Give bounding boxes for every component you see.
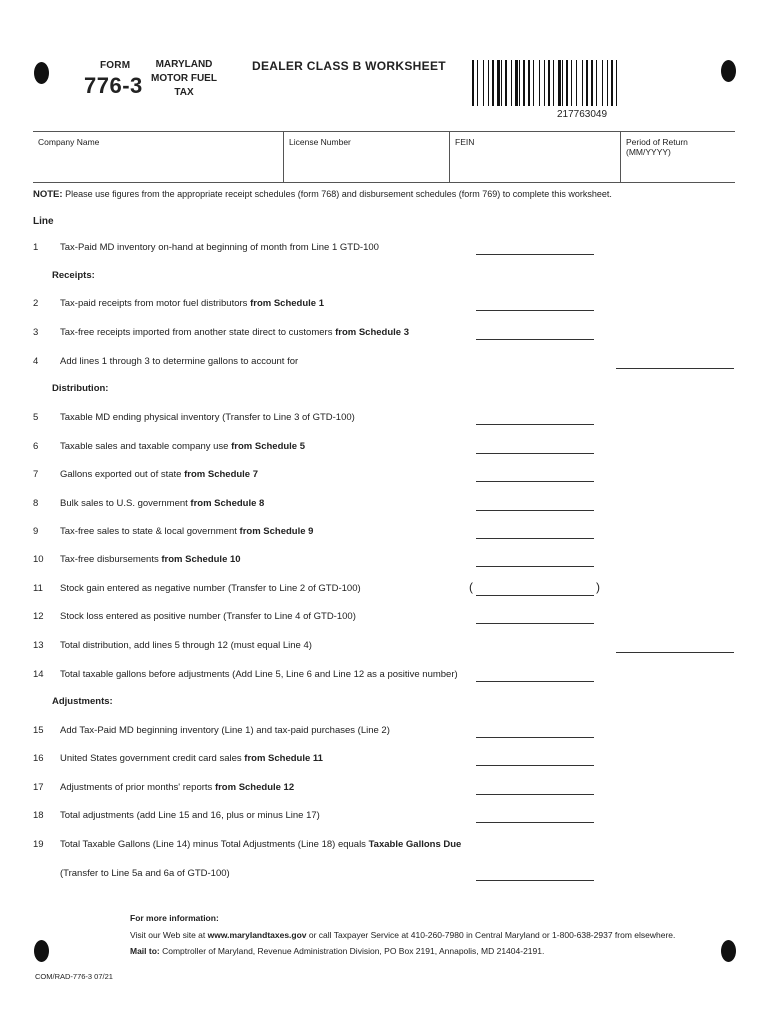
- line-text: Gallons exported out of state: [60, 469, 185, 480]
- line-schedule-ref: from Schedule 11: [244, 753, 323, 764]
- line-description: [60, 583, 361, 594]
- line-schedule-ref: from Schedule 10: [161, 554, 241, 565]
- amount-field[interactable]: [476, 327, 594, 340]
- line-text: Stock loss entered as positive number (Transfer to Line 4 of GTD-100): [60, 611, 356, 622]
- web-pre: Visit our Web site at: [130, 930, 208, 940]
- line-row: [0, 469, 770, 485]
- amount-field[interactable]: [616, 640, 734, 653]
- agency-line: TAX: [174, 87, 194, 98]
- amount-field[interactable]: [476, 554, 594, 567]
- line-number: 12: [33, 611, 44, 622]
- registration-mark: [34, 940, 49, 962]
- line-row: [0, 526, 770, 542]
- field-label: Company Name: [38, 137, 100, 147]
- field-label: FEIN: [455, 137, 475, 147]
- line-text: (Transfer to Line 5a and 6a of GTD-100): [60, 868, 230, 879]
- line-description: [60, 327, 409, 338]
- line-row: [0, 868, 770, 884]
- section-receipts: Receipts:: [52, 270, 95, 281]
- line-row: [0, 640, 770, 656]
- barcode-bar: [562, 60, 563, 106]
- company-name-field[interactable]: [33, 132, 283, 182]
- line-text: Add Tax-Paid MD beginning inventory (Line 1) and tax-paid purchases (Line 2): [60, 725, 390, 736]
- line-row: [0, 580, 770, 599]
- line-description: [60, 356, 298, 367]
- line-number: 2: [33, 298, 39, 309]
- barcode-bar: [602, 60, 603, 106]
- line-description: [60, 611, 356, 622]
- amount-field[interactable]: [616, 356, 734, 369]
- line-text: Taxable sales and taxable company use: [60, 441, 232, 452]
- line-description: [60, 839, 461, 850]
- amount-field[interactable]: [476, 725, 594, 738]
- agency-line: MOTOR FUEL: [151, 73, 217, 84]
- line-description: [60, 782, 294, 793]
- line-description: [60, 298, 324, 309]
- barcode-bar: [488, 60, 489, 106]
- line-text: Bulk sales to U.S. government: [60, 498, 191, 509]
- line-number: 10: [33, 554, 44, 565]
- line-description: [60, 753, 323, 764]
- line-text: Tax-Paid MD inventory on-hand at beginning of month from Line 1 GTD-100: [60, 242, 379, 253]
- line-description: [60, 441, 305, 452]
- line-row: [0, 839, 770, 855]
- barcode-bar: [566, 60, 568, 106]
- more-info-heading: For more information:: [130, 913, 219, 923]
- section-adjustments: Adjustments:: [52, 696, 113, 707]
- website-link[interactable]: www.marylandtaxes.gov: [207, 930, 307, 940]
- barcode-bar: [497, 60, 500, 106]
- line-text: Adjustments of prior months' reports: [60, 782, 215, 793]
- line-row: [0, 725, 770, 741]
- line-number: 6: [33, 441, 39, 452]
- line-description: [60, 469, 258, 480]
- line-schedule-ref: from Schedule 9: [239, 526, 314, 537]
- line-number: 8: [33, 498, 39, 509]
- line-description: [60, 725, 390, 736]
- barcode-bar: [596, 60, 597, 106]
- line-text: Taxable MD ending physical inventory (Transfer to Line 3 of GTD-100): [60, 412, 355, 423]
- barcode-bar: [519, 60, 520, 106]
- line-row: [0, 441, 770, 457]
- line-text: Add lines 1 through 3 to determine gallons to account for: [60, 356, 299, 367]
- line-description: [60, 554, 241, 565]
- barcode-bar: [586, 60, 588, 106]
- line-text: United States government credit card sales: [60, 753, 245, 764]
- line-header: Line: [33, 216, 54, 227]
- line-description: [60, 242, 379, 253]
- barcode-bar: [515, 60, 518, 106]
- open-paren: (: [469, 580, 473, 594]
- line-description: [60, 810, 320, 821]
- line-schedule-ref: from Schedule 5: [231, 441, 306, 452]
- line-row: [0, 242, 770, 258]
- barcode-bar: [616, 60, 617, 106]
- field-label: Period of Return (MM/YYYY): [626, 137, 688, 157]
- footer-info: [130, 910, 675, 960]
- barcode-bar: [571, 60, 572, 106]
- barcode-bar: [472, 60, 474, 106]
- barcode: [472, 60, 684, 106]
- close-paren: ): [596, 580, 600, 594]
- line-number: 18: [33, 810, 44, 821]
- amount-field[interactable]: [476, 753, 594, 766]
- line-number: 11: [33, 583, 43, 594]
- line-number: 1: [33, 242, 39, 253]
- barcode-bar: [544, 60, 545, 106]
- line-row: [0, 554, 770, 570]
- amount-field[interactable]: [476, 526, 594, 539]
- line-description: [60, 640, 312, 651]
- agency-name: [150, 58, 218, 100]
- form-code: COM/RAD-776-3 07/21: [35, 972, 113, 981]
- line-row: [0, 412, 770, 428]
- line-schedule-ref: from Schedule 1: [250, 298, 324, 309]
- line-text: Tax-free sales to state & local government: [60, 526, 240, 537]
- line-row: [0, 298, 770, 314]
- line-text: Tax-paid receipts from motor fuel distributors: [60, 298, 251, 309]
- barcode-bar: [553, 60, 554, 106]
- barcode-bar: [558, 60, 561, 106]
- mail-label: Mail to:: [130, 946, 160, 956]
- line-schedule-ref: from Schedule 8: [190, 498, 265, 509]
- line-number: 9: [33, 526, 39, 537]
- line-row: [0, 669, 770, 685]
- barcode-bar: [523, 60, 525, 106]
- barcode-bar: [492, 60, 494, 106]
- amount-field[interactable]: [476, 583, 594, 596]
- amount-field[interactable]: [476, 469, 594, 482]
- line-number: 7: [33, 469, 39, 480]
- page-title: DEALER CLASS B WORKSHEET: [252, 59, 446, 73]
- line-text: Total Taxable Gallons (Line 14) minus Total Adjustments (Line 18) equals: [60, 839, 369, 850]
- line-number: 5: [33, 412, 39, 423]
- form-number: 776-3: [84, 73, 143, 98]
- amount-field[interactable]: [476, 782, 594, 795]
- line-number: 3: [33, 327, 39, 338]
- line-schedule-ref: from Schedule 3: [335, 327, 410, 338]
- section-distribution: Distribution:: [52, 383, 109, 394]
- amount-field[interactable]: [476, 810, 594, 823]
- line-description: [60, 498, 264, 509]
- barcode-bar: [576, 60, 577, 106]
- barcode-bar: [548, 60, 550, 106]
- note-lead: NOTE:: [33, 189, 63, 200]
- fein-field[interactable]: [449, 132, 620, 182]
- form-label: FORM: [100, 60, 131, 71]
- line-number: 15: [33, 725, 44, 736]
- barcode-bar: [505, 60, 507, 106]
- line-text: Total taxable gallons before adjustments (Add Line 5, Line 6 and Line 12 as a positive number): [60, 669, 458, 680]
- line-number: 17: [33, 782, 44, 793]
- amount-field[interactable]: [476, 498, 594, 511]
- registration-mark: [721, 940, 736, 962]
- web-post: or call Taxpayer Service at 410-260-7980 in Central Maryland or 1-800-638-2937 from elsewhere.: [306, 930, 676, 940]
- amount-field[interactable]: [476, 441, 594, 454]
- barcode-bar: [483, 60, 484, 106]
- line-schedule-ref: from Schedule 12: [214, 782, 295, 793]
- line-text: Total adjustments (add Line 15 and 16, plus or minus Line 17): [60, 810, 320, 821]
- barcode-bar: [528, 60, 530, 106]
- agency-line: MARYLAND: [155, 59, 213, 70]
- line-number: 13: [33, 640, 44, 651]
- barcode-bar: [607, 60, 608, 106]
- barcode-bar: [611, 60, 613, 106]
- barcode-bar: [582, 60, 583, 106]
- line-text: Total distribution, add lines 5 through 12 (must equal Line 4): [60, 640, 312, 651]
- amount-field[interactable]: [476, 298, 594, 311]
- line-number: 14: [33, 669, 44, 680]
- barcode-bar: [533, 60, 534, 106]
- line-row: [0, 782, 770, 798]
- barcode-bar: [591, 60, 593, 106]
- barcode-bar: [539, 60, 540, 106]
- line-number: 19: [33, 839, 44, 850]
- mail-address: Comptroller of Maryland, Revenue Administration Division, PO Box 2191, Annapolis, MD 21404-2191.: [159, 946, 545, 956]
- line-text: Tax-free disbursements: [60, 554, 162, 565]
- header-fields: [33, 131, 735, 183]
- line-row: [0, 498, 770, 514]
- barcode-number: 217763049: [557, 109, 608, 120]
- note-text: Please use figures from the appropriate receipt schedules (form 768) and disbursement schedules (form 769) to complete this worksheet.: [62, 189, 612, 199]
- line-description: [60, 526, 313, 537]
- registration-mark: [721, 60, 736, 82]
- line-number: 4: [33, 356, 39, 367]
- period-field[interactable]: [620, 132, 735, 182]
- line-description: [60, 669, 458, 680]
- line-description: [60, 868, 230, 879]
- amount-field[interactable]: [476, 669, 594, 682]
- line-description: [60, 412, 355, 423]
- line-text: Stock gain entered as negative number (Transfer to Line 2 of GTD-100): [60, 583, 361, 594]
- barcode-bar: [477, 60, 478, 106]
- line-schedule-ref: from Schedule 7: [184, 469, 259, 480]
- note: [33, 189, 612, 200]
- amount-field[interactable]: [476, 242, 594, 255]
- amount-field[interactable]: [476, 868, 594, 881]
- line-row: [0, 356, 770, 372]
- line-row: [0, 810, 770, 826]
- license-number-field[interactable]: [283, 132, 449, 182]
- registration-mark: [34, 62, 49, 84]
- line-row: [0, 611, 770, 627]
- barcode-bar: [501, 60, 502, 106]
- line-row: [0, 753, 770, 769]
- line-text: Tax-free receipts imported from another state direct to customers: [60, 327, 336, 338]
- line-schedule-ref: Taxable Gallons Due: [368, 839, 462, 850]
- line-row: [0, 327, 770, 343]
- amount-field[interactable]: [476, 611, 594, 624]
- amount-field[interactable]: [476, 412, 594, 425]
- barcode-bar: [511, 60, 512, 106]
- field-label: License Number: [289, 137, 351, 147]
- line-number: 16: [33, 753, 44, 764]
